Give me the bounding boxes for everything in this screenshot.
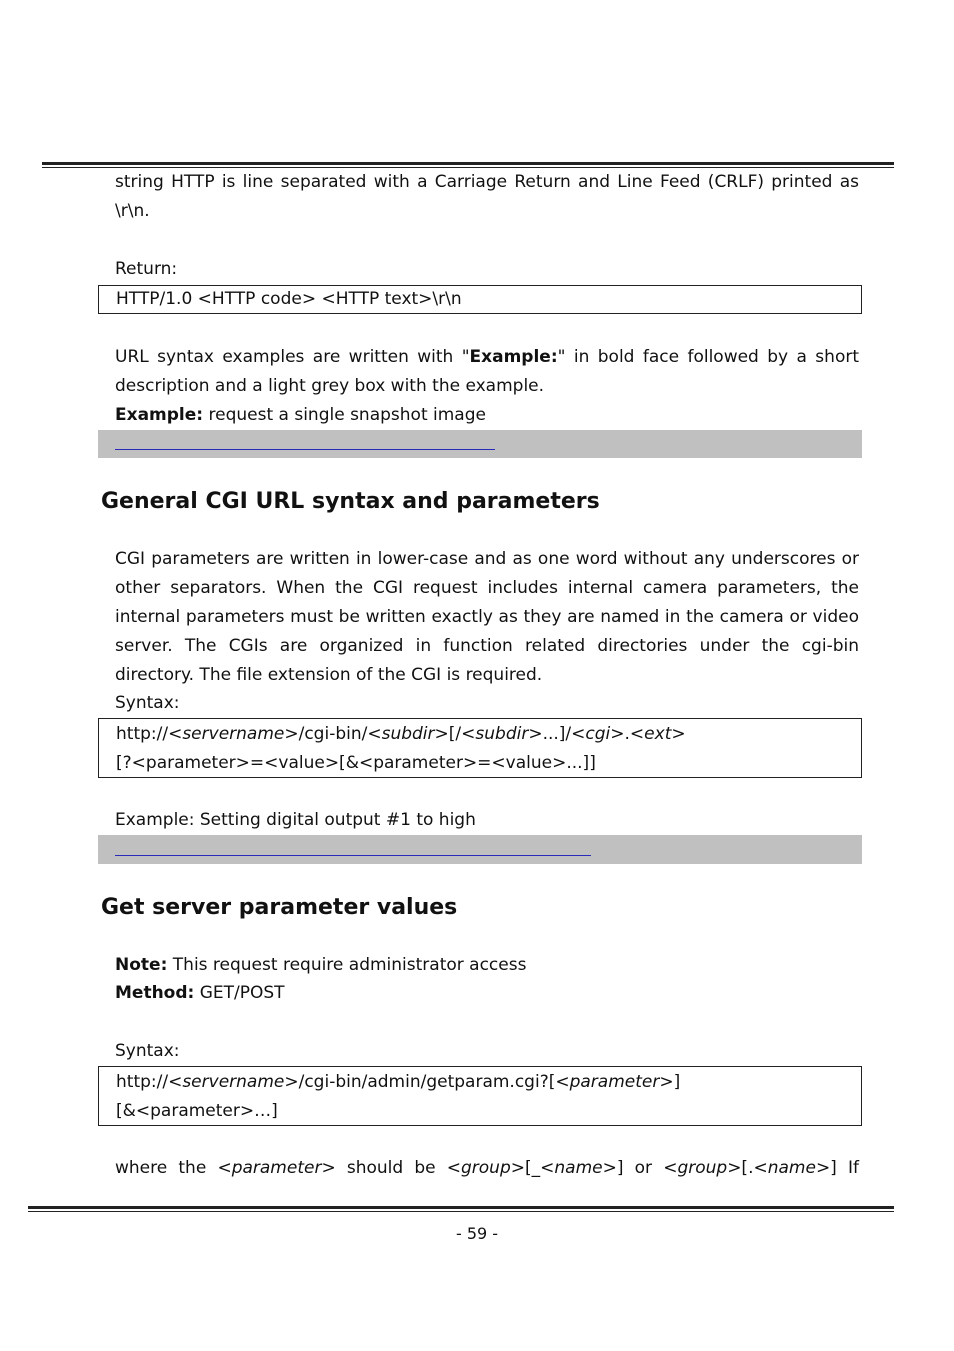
return-label: Return:	[115, 259, 178, 279]
example-grey-box-2	[98, 835, 862, 864]
example-label: Example:	[115, 405, 204, 425]
footer-rule-thin	[28, 1211, 894, 1212]
general-example: Example: Setting digital output #1 to high	[115, 810, 476, 830]
getparam-syntax-box	[98, 1066, 862, 1126]
url-examples-post: " in bold face followed by a short	[557, 347, 859, 367]
example-text: request a single snapshot image	[203, 405, 486, 425]
heading-get-server-params: Get server parameter values	[101, 895, 458, 920]
note-line	[115, 951, 859, 980]
getparam-syntax-line-2: [&<parameter>…]	[116, 1101, 278, 1121]
method-label: Method:	[115, 983, 195, 1003]
url-examples-line-2: description and a light grey box with the example.	[115, 376, 545, 396]
method-text: GET/POST	[194, 983, 285, 1003]
url-examples-line-1	[115, 343, 859, 372]
where-line: where the <parameter> should be <group>[_<name>] or <group>[.<name>] If	[115, 1158, 859, 1178]
intro-line-2: \r\n.	[115, 201, 150, 221]
footer-rule-thick	[28, 1206, 894, 1209]
return-box-text: HTTP/1.0 <HTTP code> <HTTP text>\r\n	[116, 289, 462, 309]
getparam-syntax-label: Syntax:	[115, 1041, 180, 1061]
example-grey-box-1	[98, 430, 862, 458]
example-link-2[interactable]	[115, 855, 591, 856]
general-syntax-line-1: http://<servername>/cgi-bin/<subdir>[/<subdir>...]/<cgi>.<ext>	[116, 724, 686, 744]
example-snapshot	[115, 401, 859, 430]
url-examples-bold: Example:	[469, 347, 558, 367]
note-text: This request require administrator access	[167, 955, 527, 975]
example-link-1[interactable]	[115, 449, 495, 450]
general-syntax-label: Syntax:	[115, 693, 180, 713]
return-box	[98, 285, 862, 314]
page-number: - 59 -	[455, 1224, 499, 1243]
general-syntax-box	[98, 718, 862, 778]
getparam-syntax-line-1: http://<servername>/cgi-bin/admin/getparam.cgi?[<parameter>]	[116, 1072, 681, 1092]
note-label: Note:	[115, 955, 168, 975]
general-syntax-line-2: [?<parameter>=<value>[&<parameter>=<value>...]]	[116, 753, 596, 773]
header-rule-thick	[42, 162, 894, 165]
heading-general-cgi: General CGI URL syntax and parameters	[101, 489, 600, 514]
method-line	[115, 979, 859, 1008]
url-examples-pre: URL syntax examples are written with "	[115, 347, 470, 367]
general-paragraph: CGI parameters are written in lower-case and as one word without any underscores or other separators. When the CGI request includes internal camera parameters, the internal parameters must be written exactly as they are named in the camera or video server. The CGIs are organized in function related directories under the cgi-bin directory. The file extension of the CGI is required.	[115, 549, 859, 685]
intro-line-1: string HTTP is line separated with a Carriage Return and Line Feed (CRLF) printed as	[115, 172, 859, 192]
